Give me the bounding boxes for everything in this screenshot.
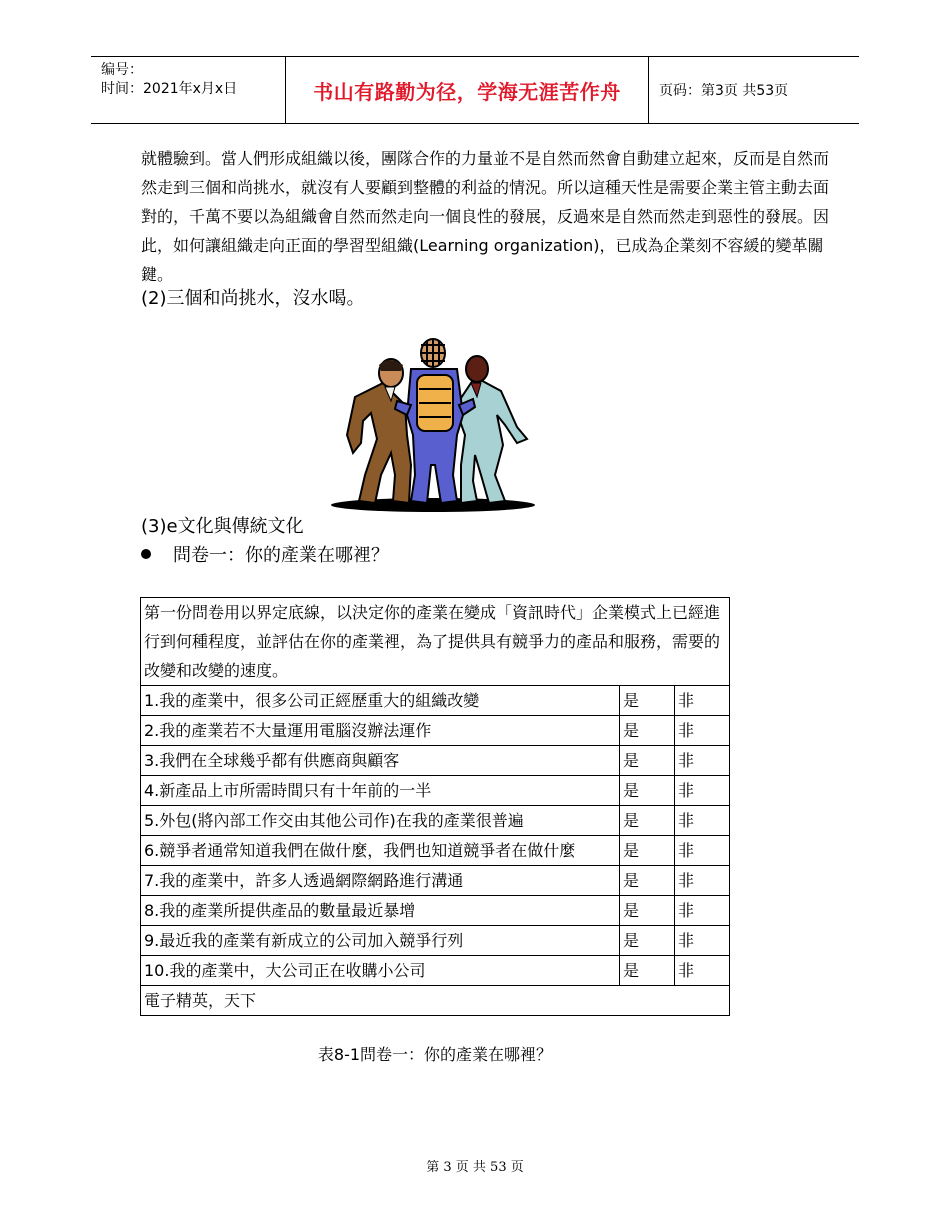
table-row	[141, 806, 730, 836]
section-heading-2: (2)三個和尚挑水，沒水喝。	[141, 288, 365, 309]
table-row	[141, 716, 730, 746]
table-row	[141, 746, 730, 776]
header-time-label: 时间：2021年x月x日	[101, 81, 238, 97]
table-source: 電子精英，天下	[141, 986, 730, 1016]
answer-yes: 是	[620, 776, 675, 806]
question-text: 1.我的產業中，很多公司正經歷重大的組織改變	[141, 686, 620, 716]
page-footer: 第 3 页 共 53 页	[426, 1160, 524, 1175]
header-divider	[648, 57, 649, 123]
table-row	[141, 686, 730, 716]
bullet-text: 問卷一：你的產業在哪裡？	[173, 545, 389, 566]
answer-no: 非	[675, 956, 730, 986]
answer-no: 非	[675, 746, 730, 776]
answer-no: 非	[675, 866, 730, 896]
question-text: 10.我的產業中，大公司正在收購小公司	[141, 956, 620, 986]
question-text: 7.我的產業中，許多人透過網際網路進行溝通	[141, 866, 620, 896]
bullet-item	[141, 541, 389, 567]
answer-no: 非	[675, 926, 730, 956]
questionnaire-table	[140, 597, 730, 1016]
table-row	[141, 896, 730, 926]
table-row	[141, 866, 730, 896]
header-meta	[101, 61, 237, 99]
bullet-dot-icon	[141, 549, 151, 559]
table-row	[141, 956, 730, 986]
answer-no: 非	[675, 836, 730, 866]
answer-yes: 是	[620, 956, 675, 986]
answer-no: 非	[675, 776, 730, 806]
question-text: 5.外包(將內部工作交由其他公司作)在我的產業很普遍	[141, 806, 620, 836]
table-row	[141, 926, 730, 956]
question-text: 2.我的產業若不大量運用電腦沒辦法運作	[141, 716, 620, 746]
table-row	[141, 776, 730, 806]
table-row	[141, 836, 730, 866]
answer-yes: 是	[620, 716, 675, 746]
question-text: 4.新產品上市所需時間只有十年前的一半	[141, 776, 620, 806]
three-men-illustration	[325, 335, 535, 513]
page-header	[91, 56, 859, 124]
answer-yes: 是	[620, 836, 675, 866]
answer-yes: 是	[620, 866, 675, 896]
body-paragraph: 就體驗到。當人們形成組織以後，團隊合作的力量並不是自然而然會自動建立起來，反而是自然而然走到三個和尚挑水，就沒有人要顧到整體的利益的情況。所以這種天性是需要企業主管主動去面對的，千萬不要以為組織會自然而然走向一個良性的發展，反過來是自然而然走到惡性的發展。因此，如何讓組織走向正面的學習型組織(Learning organization)，已成為企業刻不容緩的變革關鍵。	[141, 149, 830, 284]
table-intro: 第一份問卷用以界定底線，以決定你的產業在變成「資訊時代」企業模式上已經進行到何種程度，並評估在你的產業裡，為了提供具有競爭力的產品和服務，需要的改變和改變的速度。	[141, 598, 730, 686]
section-heading-3: (3)e文化與傳統文化	[141, 516, 304, 537]
table-row	[141, 986, 730, 1016]
answer-yes: 是	[620, 896, 675, 926]
question-text: 6.競爭者通常知道我們在做什麼，我們也知道競爭者在做什麼	[141, 836, 620, 866]
answer-yes: 是	[620, 746, 675, 776]
header-motto: 书山有路勤为径，学海无涯苦作舟	[313, 79, 621, 104]
answer-no: 非	[675, 716, 730, 746]
header-code-label: 编号：	[101, 62, 143, 78]
question-text: 8.我的產業所提供產品的數量最近暴增	[141, 896, 620, 926]
answer-yes: 是	[620, 926, 675, 956]
answer-no: 非	[675, 806, 730, 836]
answer-yes: 是	[620, 686, 675, 716]
question-text: 3.我們在全球幾乎都有供應商與顧客	[141, 746, 620, 776]
table-caption: 表8-1問卷一：你的產業在哪裡？	[317, 1045, 553, 1064]
answer-no: 非	[675, 896, 730, 926]
header-page-label: 页码：第3页 共53页	[659, 83, 789, 99]
table-row	[141, 598, 730, 686]
answer-no: 非	[675, 686, 730, 716]
question-text: 9.最近我的產業有新成立的公司加入競爭行列	[141, 926, 620, 956]
answer-yes: 是	[620, 806, 675, 836]
